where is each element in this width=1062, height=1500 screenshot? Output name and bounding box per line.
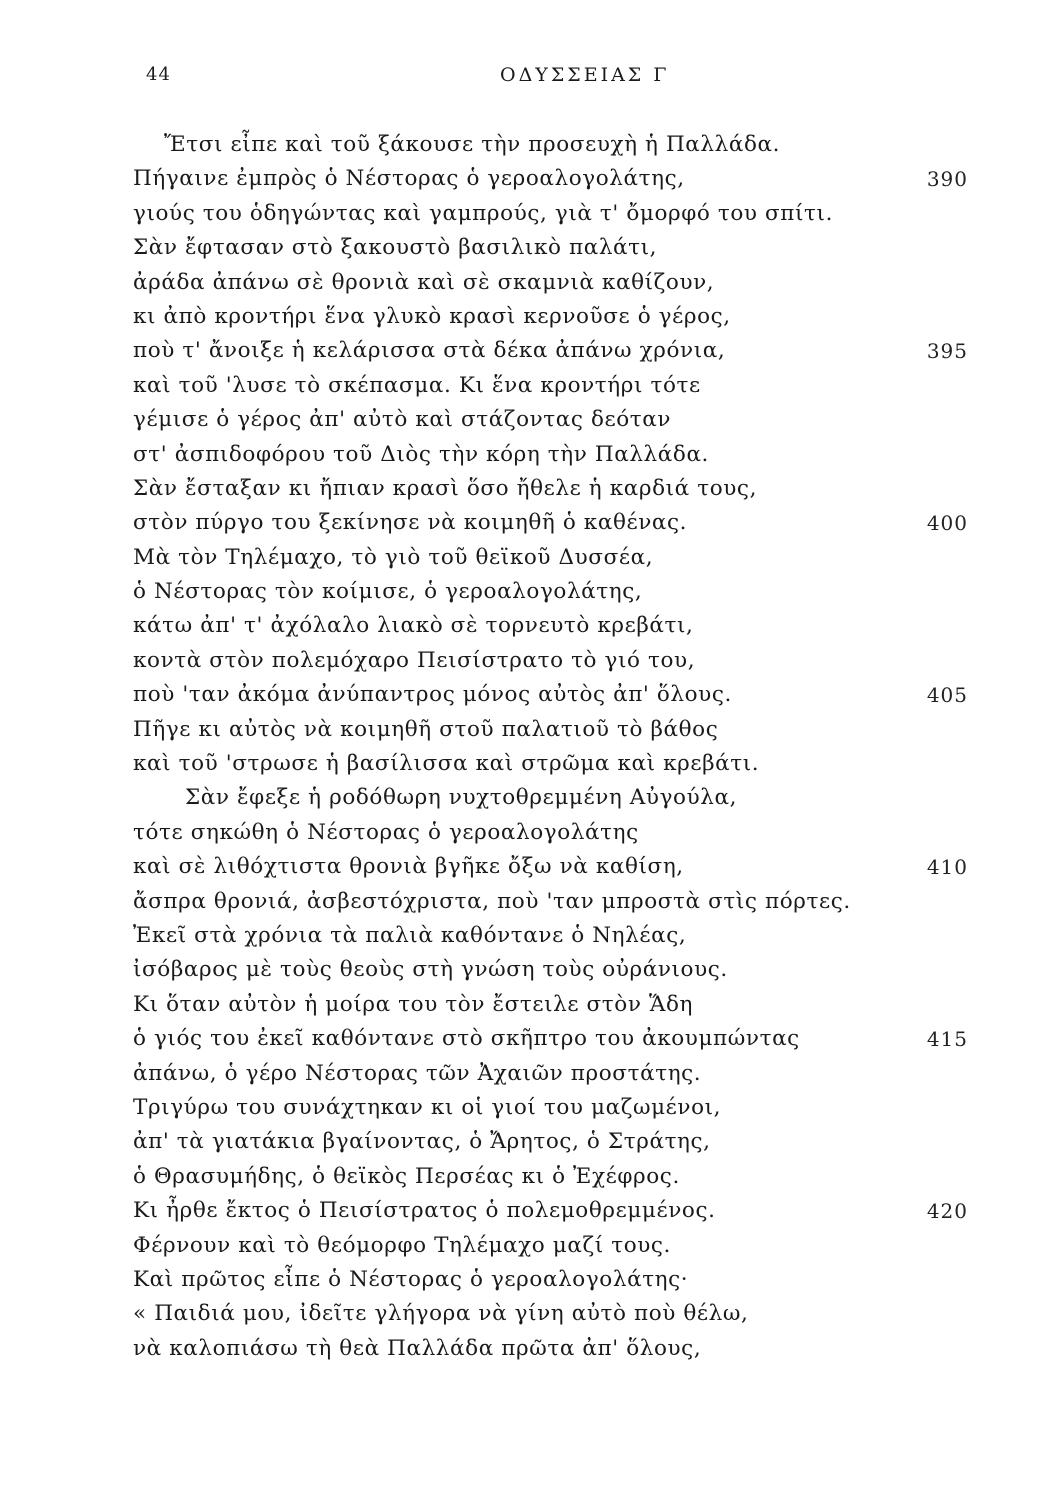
- verse-text: Φέρνουν καὶ τὸ θεόμορφο Τηλέμαχο μαζί τους.: [133, 1232, 671, 1258]
- verse-text: Κι ὅταν αὐτὸν ἡ μοίρα του τὸν ἔστειλε στὸν Ἅδη: [133, 991, 693, 1017]
- verse-block: [0, 128, 1062, 1366]
- verse-text: Σὰν ἔφτασαν στὸ ξακουστὸ βασιλικὸ παλάτι,: [133, 235, 658, 261]
- verse-line: [0, 988, 1062, 1022]
- page-number: 44: [146, 64, 171, 85]
- verse-text: ἄσπρα θρονιά, ἀσβεστόχριστα, ποὺ 'ταν μπροστὰ στὶς πόρτες.: [133, 888, 851, 914]
- verse-line: [0, 816, 1062, 850]
- verse-line: [0, 678, 1062, 712]
- verse-line: [0, 266, 1062, 300]
- running-head: [0, 64, 1062, 94]
- verse-text: τότε σηκώθη ὁ Νέστορας ὁ γεροαλογολάτης: [133, 819, 639, 845]
- verse-text: Σὰν ἔσταξαν κι ἤπιαν κρασὶ ὅσο ἤθελε ἡ καρδιά τους,: [133, 475, 758, 501]
- verse-line: [0, 334, 1062, 368]
- verse-line: [0, 197, 1062, 231]
- verse-text: στὸν πύργο του ξεκίνησε νὰ κοιμηθῆ ὁ καθένας.: [133, 510, 688, 536]
- verse-line: [0, 1297, 1062, 1331]
- verse-line: [0, 162, 1062, 196]
- verse-line: [0, 231, 1062, 265]
- verse-line: [0, 506, 1062, 540]
- verse-text: Πῆγε κι αὐτὸς νὰ κοιμηθῆ στοῦ παλατιοῦ τὸ βάθος: [133, 716, 719, 742]
- line-number: 420: [926, 1199, 968, 1224]
- verse-text: Μὰ τὸν Τηλέμαχο, τὸ γιὸ τοῦ θεϊκοῦ Δυσσέα,: [133, 544, 654, 570]
- verse-line: [0, 953, 1062, 987]
- verse-line: [0, 781, 1062, 815]
- verse-text: ποὺ 'ταν ἀκόμα ἀνύπαντρος μόνος αὐτὸς ἀπ' ὅλους.: [133, 682, 732, 708]
- verse-line: [0, 850, 1062, 884]
- verse-text: ἀπ' τὰ γιατάκια βγαίνοντας, ὁ Ἄρητος, ὁ Στράτης,: [133, 1129, 711, 1155]
- verse-text: ὁ γιός του ἐκεῖ καθόντανε στὸ σκῆπτρο του ἀκουμπώντας: [133, 1026, 800, 1052]
- verse-text: Σὰν ἔφεξε ἡ ροδόθωρη νυχτοθρεμμένη Αὐγούλα,: [185, 785, 738, 811]
- verse-text: Καὶ πρῶτος εἶπε ὁ Νέστορας ὁ γεροαλογολάτης·: [133, 1266, 689, 1292]
- line-number: 390: [926, 167, 968, 192]
- verse-text: « Παιδιά μου, ἰδεῖτε γλήγορα νὰ γίνη αὐτὸ ποὺ θέλω,: [133, 1301, 749, 1327]
- running-title: ΟΔΥΣΣΕΙΑΣ Γ: [500, 64, 670, 86]
- verse-text: γέμισε ὁ γέρος ἀπ' αὐτὸ καὶ στάζοντας δεόταν: [133, 407, 672, 433]
- verse-text: ἰσόβαρος μὲ τοὺς θεοὺς στὴ γνώση τοὺς οὐράνιους.: [133, 957, 728, 983]
- verse-text: κάτω ἀπ' τ' ἀχόλαλο λιακὸ σὲ τορνευτὸ κρεβάτι,: [133, 613, 694, 639]
- line-number: 400: [926, 511, 968, 536]
- verse-line: [0, 128, 1062, 162]
- verse-text: ἀράδα ἀπάνω σὲ θρονιὰ καὶ σὲ σκαμνιὰ καθίζουν,: [133, 269, 715, 295]
- verse-line: [0, 1160, 1062, 1194]
- verse-line: [0, 644, 1062, 678]
- verse-text: καὶ σὲ λιθόχτιστα θρονιὰ βγῆκε ὄξω νὰ καθίση,: [133, 854, 684, 880]
- verse-text: γιούς του ὁδηγώντας καὶ γαμπρούς, γιὰ τ' ὄμορφό του σπίτι.: [133, 200, 834, 226]
- line-number: 405: [926, 683, 968, 708]
- verse-line: [0, 403, 1062, 437]
- verse-line: [0, 919, 1062, 953]
- verse-line: [0, 1194, 1062, 1228]
- verse-text: ἀπάνω, ὁ γέρο Νέστορας τῶν Ἀχαιῶν προστάτης.: [133, 1060, 702, 1086]
- verse-text: καὶ τοῦ 'στρωσε ἡ βασίλισσα καὶ στρῶμα καὶ κρεβάτι.: [133, 751, 760, 777]
- verse-line: [0, 541, 1062, 575]
- verse-line: [0, 1022, 1062, 1056]
- verse-line: [0, 885, 1062, 919]
- verse-line: [0, 1125, 1062, 1159]
- verse-line: [0, 1263, 1062, 1297]
- verse-text: ὁ Νέστορας τὸν κοίμισε, ὁ γεροαλογολάτης,: [133, 579, 643, 605]
- line-number: 395: [926, 339, 968, 364]
- verse-text: Ἐκεῖ στὰ χρόνια τὰ παλιὰ καθόντανε ὁ Νηλέας,: [133, 922, 687, 948]
- verse-text: Πήγαινε ἐμπρὸς ὁ Νέστορας ὁ γεροαλογολάτης,: [133, 166, 685, 192]
- verse-line: [0, 438, 1062, 472]
- line-number: 415: [926, 1027, 968, 1052]
- verse-text: Τριγύρω του συνάχτηκαν κι οἱ γιοί του μαζωμένοι,: [133, 1094, 722, 1120]
- verse-line: [0, 575, 1062, 609]
- verse-text: κι ἀπὸ κροντήρι ἕνα γλυκὸ κρασὶ κερνοῦσε ὁ γέρος,: [133, 303, 731, 329]
- verse-text: νὰ καλοπιάσω τὴ θεὰ Παλλάδα πρῶτα ἀπ' ὅλους,: [133, 1335, 702, 1361]
- verse-line: [0, 1332, 1062, 1366]
- verse-line: [0, 713, 1062, 747]
- verse-line: [0, 747, 1062, 781]
- verse-line: [0, 1057, 1062, 1091]
- verse-text: ποὺ τ' ἄνοιξε ἡ κελάρισσα στὰ δέκα ἀπάνω χρόνια,: [133, 338, 726, 364]
- verse-line: [0, 369, 1062, 403]
- verse-text: ὁ Θρασυμήδης, ὁ θεϊκὸς Περσέας κι ὁ Ἐχέφρος.: [133, 1163, 680, 1189]
- verse-line: [0, 1091, 1062, 1125]
- verse-text: καὶ τοῦ 'λυσε τὸ σκέπασμα. Κι ἕνα κροντήρι τότε: [133, 372, 701, 398]
- verse-line: [0, 609, 1062, 643]
- verse-line: [0, 1229, 1062, 1263]
- verse-text: Ἔτσι εἶπε καὶ τοῦ ξάκουσε τὴν προσευχὴ ἡ Παλλάδα.: [164, 132, 781, 157]
- verse-line: [0, 300, 1062, 334]
- verse-line: [0, 472, 1062, 506]
- verse-text: Κι ἦρθε ἔκτος ὁ Πεισίστρατος ὁ πολεμοθρεμμένος.: [133, 1198, 716, 1224]
- verse-text: κοντὰ στὸν πολεμόχαρο Πεισίστρατο τὸ γιό του,: [133, 647, 696, 673]
- line-number: 410: [926, 855, 968, 880]
- verse-text: στ' ἀσπιδοφόρου τοῦ Διὸς τὴν κόρη τὴν Παλλάδα.: [133, 441, 709, 467]
